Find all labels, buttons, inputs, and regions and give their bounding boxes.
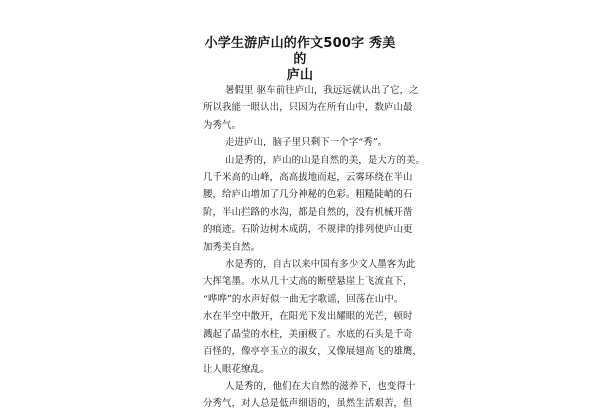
body-text-line: 溅起了晶莹的水柱，美丽极了。水底的石头是千奇 xyxy=(203,328,413,340)
body-text-line: 几千米高的山峰，高高拔地而起，云雾环绕在半山 xyxy=(203,172,413,184)
article-body xyxy=(203,82,426,413)
body-text-line: 走进庐山，脑子里只剩下一个字“秀”。 xyxy=(225,137,388,149)
body-text-line: 百怪的，像亭亭玉立的淑女，又像展翅高飞的雄鹰， xyxy=(203,346,423,358)
article-title xyxy=(200,36,400,84)
body-text-line: “哗哗”的水声好似一曲无字歌谣，回荡在山中。 xyxy=(203,293,404,305)
body-text-line: 让人眼花缭乱。 xyxy=(203,363,270,375)
body-text-line: 人是秀的，他们在大自然的滋养下，也变得十 xyxy=(225,380,416,392)
body-text-line: 分秀气，对人总是低声细语的，虽然生活艰苦，但 xyxy=(203,398,413,410)
body-text-line: 水是秀的，自古以来中国有多少文人墨客为此 xyxy=(225,259,416,271)
body-text-line: 加秀美自然。 xyxy=(203,241,261,253)
body-text-line: 所以我能一眼认出，只因为在所有山中，数庐山最 xyxy=(203,102,413,114)
article-title-line-2: 庐山 xyxy=(286,68,314,83)
body-text-line: 阶，半山拦路的水沟，都是自然的，没有机械开凿 xyxy=(203,206,413,218)
article-title-line-1: 小学生游庐山的作文500字 秀美的 xyxy=(204,36,396,67)
body-text-line: 暑假里 驱车前往庐山，我远远就认出了它，之 xyxy=(225,85,419,96)
body-text-line: 山是秀的，庐山的山是自然的美，是大方的美。 xyxy=(225,154,426,166)
body-text-line: 的痕迹。石阶边树木成荫，不规律的排列使庐山更 xyxy=(203,224,413,236)
body-text-line: 水在半空中散开，在阳光下发出耀眼的光芒，顿时 xyxy=(203,311,413,323)
body-text-line: 大挥笔墨。水从几十丈高的断壁悬崖上飞流直下， xyxy=(203,276,413,288)
body-text-line: 腰，给庐山增加了几分神秘的色彩。粗糙陡峭的石 xyxy=(203,189,413,201)
body-text-line: 为秀气。 xyxy=(203,119,242,131)
